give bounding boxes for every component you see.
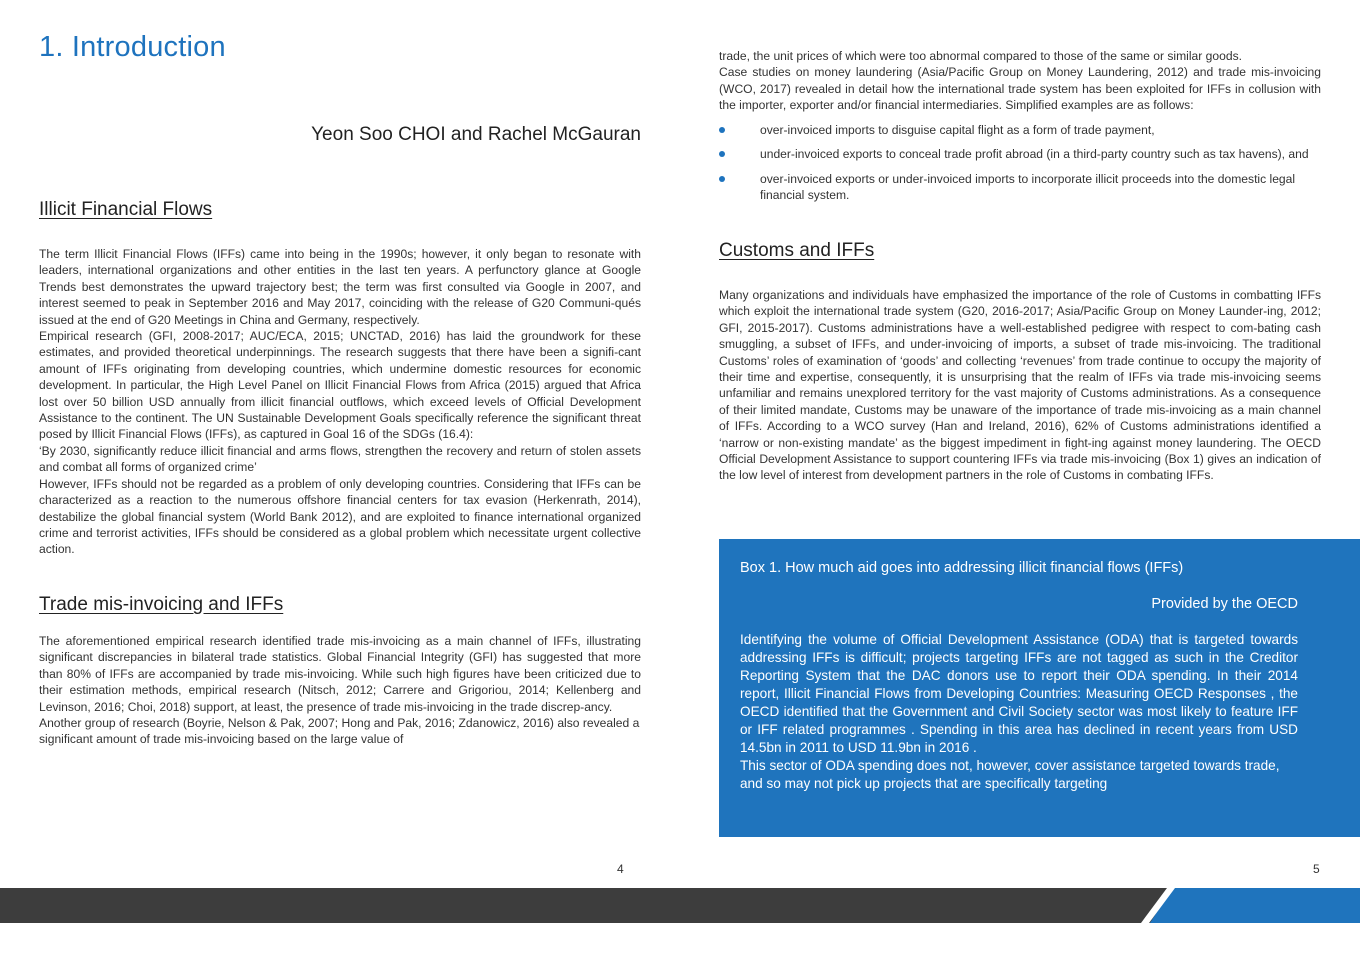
examples-list xyxy=(719,122,1321,212)
section-body-customs-and-iffs xyxy=(719,287,1321,484)
section-body-illicit-financial-flows xyxy=(39,246,641,558)
bullet-icon xyxy=(719,151,725,157)
section-heading-illicit-financial-flows: Illicit Financial Flows xyxy=(39,199,213,220)
list-item xyxy=(719,171,1321,204)
paragraph: Another group of research (Boyrie, Nelson & Pak, 2007; Hong and Pak, 2016; Zdanowicz, 2016) also revealed a significant amount of trade mis-invoicing based on the large value of xyxy=(39,716,640,747)
box-body xyxy=(740,631,1298,793)
authors: Yeon Soo CHOI and Rachel McGauran xyxy=(311,124,641,145)
paragraph: Identifying the volume of Official Development Assistance (ODA) that is targeted towards addressing IFFs is difficult; projects targeting IFFs are not tagged as such in the Creditor Reporting System that the DAC donors use to report their ODA spending. In their 2014 report, Illicit Financial Flows from Developing Countries: Measuring OECD Responses , the OECD identified that the Government and Civil Society sector was most likely to feature IFF or IFF related programmes . Spending in this area has declined in recent years from USD 14.5bn in 2011 to USD 11.9bn in 2016 . xyxy=(740,632,1298,755)
list-item xyxy=(719,146,1321,162)
list-item-text: over-invoiced imports to disguise capital flight as a form of trade payment, xyxy=(760,123,1155,137)
paragraph: Many organizations and individuals have emphasized the importance of the role of Customs in combatting IFFs which exploit the international trade system (G20, 2016-2017; Asia/Pacific Group on Money Launder-ing, 2012; GFI, 2015-2017). Customs administrations have a well-established pedigree with respect to com-bating cash smuggling, a subset of IFFs, and under-invoicing of imports, a subset of trade mis-invoicing. The traditional Customs’ roles of examination of ‘goods’ and collecting ‘revenues’ from trade continue to occupy the majority of their time and expertise, consequently, it is unsurprising that the realm of IFFs via trade mis-invoicing seems unfamiliar and remains unexplored territory for the vast majority of Customs administrations. As a consequence of their limited mandate, Customs may be unaware of the importance of trade mis-invoicing as a main channel of IFFs. According to a WCO survey (Han and Ireland, 2016), 62% of Customs administrations identified a ‘narrow or non-existing mandate’ as the biggest impediment in fight-ing against money laundering. The OECD Official Development Assistance to support countering IFFs via trade mis-invoicing (Box 1) gives an indication of the low level of interest from development partners in the role of Customs in combating IFFs. xyxy=(719,288,1321,483)
left-page xyxy=(39,0,641,880)
bullet-icon xyxy=(719,127,725,133)
box-credit: Provided by the OECD xyxy=(1151,596,1298,612)
bullet-icon xyxy=(719,176,725,182)
info-box xyxy=(719,539,1360,837)
list-item-text: over-invoiced exports or under-invoiced imports to incorporate illicit proceeds into the domestic legal financial system. xyxy=(760,171,1296,203)
section-heading-trade-mis-invoicing: Trade mis-invoicing and IFFs xyxy=(39,594,284,615)
footer-accent xyxy=(1150,888,1360,923)
section-body-trade-mis-invoicing xyxy=(39,633,641,748)
paragraph: Case studies on money laundering (Asia/Pacific Group on Money Laundering, 2012) and trade mis-invoicing (WCO, 2017) revealed in detail how the international trade system has been exploited for IFFs in collusion with the importer, exporter and/or financial intermediaries. Simplified examples are as follows: xyxy=(719,65,1321,113)
continuation-text xyxy=(719,48,1321,114)
chapter-title: 1. Introduction xyxy=(39,31,226,63)
sdg-quote: ‘By 2030, significantly reduce illicit financial and arms flows, strengthen the recovery and return of stolen assets and combat all forms of organized crime’ xyxy=(39,443,641,475)
list-item xyxy=(719,122,1321,138)
paragraph: The aforementioned empirical research identified trade mis-invoicing as a main channel of IFFs, illustrating significant discrepancies in bilateral trade statistics. Global Financial Integrity (GFI) has suggested that more than 80% of IFFs are accompanied by trade mis-invoicing. While such high figures have been criticized due to their estimation methods, empirical research (Nitsch, 2012; Carrere and Grigoriou, 2014; Kellenberg and Levinson, 2016; Choi, 2018) support, at least, the presence of trade mis-invoicing in the trade discrep-ancy. xyxy=(39,634,641,714)
page-number-right: 5 xyxy=(1313,862,1320,876)
paragraph: However, IFFs should not be regarded as a problem of only developing countries. Considering that IFFs can be characterized as a reaction to the numerous offshore financial centers for tax evasion (Herkenrath, 2014), destabilize the global financial system (World Bank 2012), and are exploited to finance international organized crime and terrorist activities, IFFs should be considered as a global problem which necessitate urgent collective action. xyxy=(39,476,641,557)
box-title: Box 1. How much aid goes into addressing illicit financial flows (IFFs) xyxy=(740,560,1184,576)
paragraph: This sector of ODA spending does not, however, cover assistance targeted towards trade, and so may not pick up projects that are specifically targeting xyxy=(740,758,1280,791)
section-heading-customs-and-iffs: Customs and IFFs xyxy=(719,240,875,261)
paragraph: The term Illicit Financial Flows (IFFs) came into being in the 1990s; however, it only began to resonate with leaders, international organizations and other entities in the last ten years. A perfunctory glance at Google Trends best demonstrates the upward trajectory best; the term was first consulted via Google in 2007, and interest seemed to peak in September 2016 and May 2017, coinciding with the release of G20 Communi-qués issued at the end of G20 Meetings in China and Germany, respectively. xyxy=(39,247,641,327)
list-item-text: under-invoiced exports to conceal trade profit abroad (in a third-party country such as tax havens), and xyxy=(760,147,1309,162)
page-number-left: 4 xyxy=(617,862,624,876)
paragraph: trade, the unit prices of which were too abnormal compared to those of the same or similar goods. xyxy=(719,49,1242,63)
paragraph: Empirical research (GFI, 2008-2017; AUC/ECA, 2015; UNCTAD, 2016) has laid the groundwork for these estimates, and provided theoretical underpinnings. The research suggests that there have been a signifi-cant amount of IFFs originating from developing countries, which undermine domestic resources for economic development. In particular, the High Level Panel on Illicit Financial Flows from Africa (2015) argued that Africa lost over 50 billion USD annually from illicit financial outflows, which exceed levels of Official Development Assistance to the continent. The UN Sustainable Development Goals specifically reference the significant threat posed by Illicit Financial Flows (IFFs), as captured in Goal 16 of the SDGs (16.4): xyxy=(39,329,641,442)
